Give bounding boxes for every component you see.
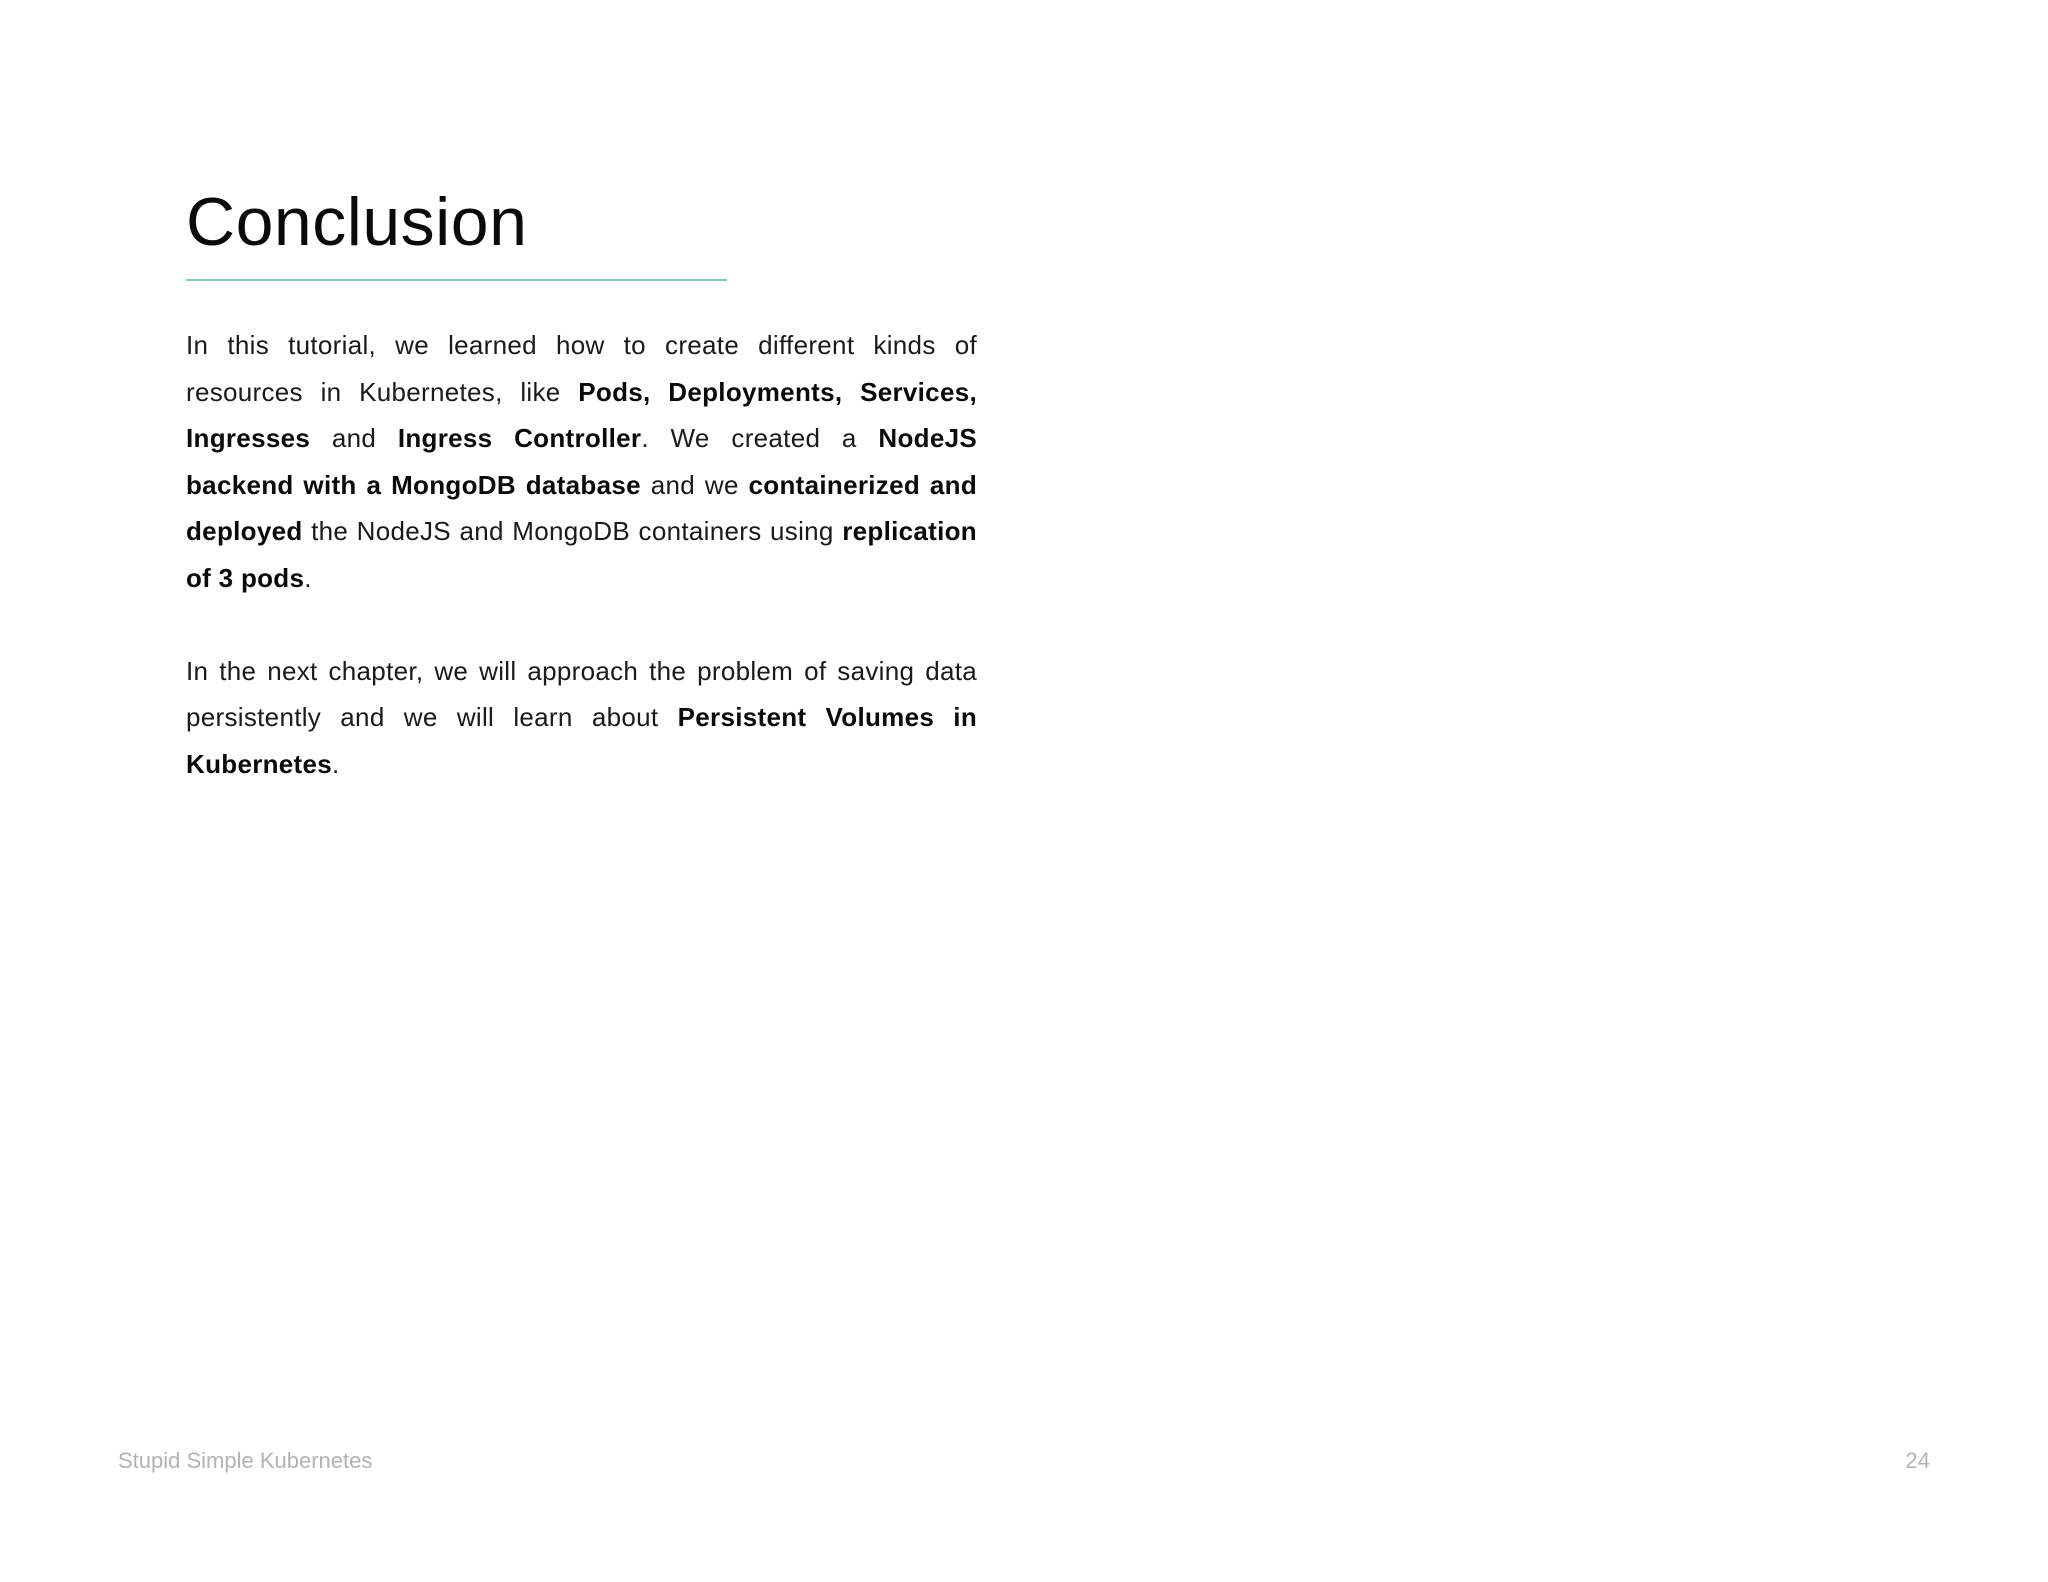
title-underline [186, 279, 727, 281]
bold-term: Pods, Deployments, Services, Ingresses [186, 376, 977, 453]
paragraph-text: and we [640, 469, 749, 500]
bold-term: replication of 3 pods [186, 516, 977, 593]
bold-term: containerized and deployed [186, 469, 978, 546]
page-title: Conclusion [186, 184, 528, 260]
paragraph-summary [186, 322, 977, 601]
footer-book-title: Stupid Simple Kubernetes [118, 1448, 373, 1473]
bold-term: Ingress Controller [397, 423, 642, 453]
paragraph-text: . [304, 562, 312, 593]
paragraph-text: In the next chapter, we will approach the problem of saving data persistently and we will learn about [186, 655, 977, 732]
paragraph-text: and [310, 423, 398, 453]
paragraph-text: . [332, 748, 340, 779]
paragraph-text: the NodeJS and MongoDB containers using [302, 516, 843, 546]
bold-term: NodeJS backend with a MongoDB database [186, 423, 977, 500]
paragraph-text: . We created a [641, 423, 879, 453]
paragraph-next-chapter [186, 648, 977, 788]
body-content [186, 322, 977, 787]
bold-term: Persistent Volumes in Kubernetes [186, 702, 977, 779]
paragraph-text: In this tutorial, we learned how to create different kinds of resources in Kubernetes, like [186, 330, 977, 407]
footer-page-number: 24 [1905, 1448, 1930, 1473]
